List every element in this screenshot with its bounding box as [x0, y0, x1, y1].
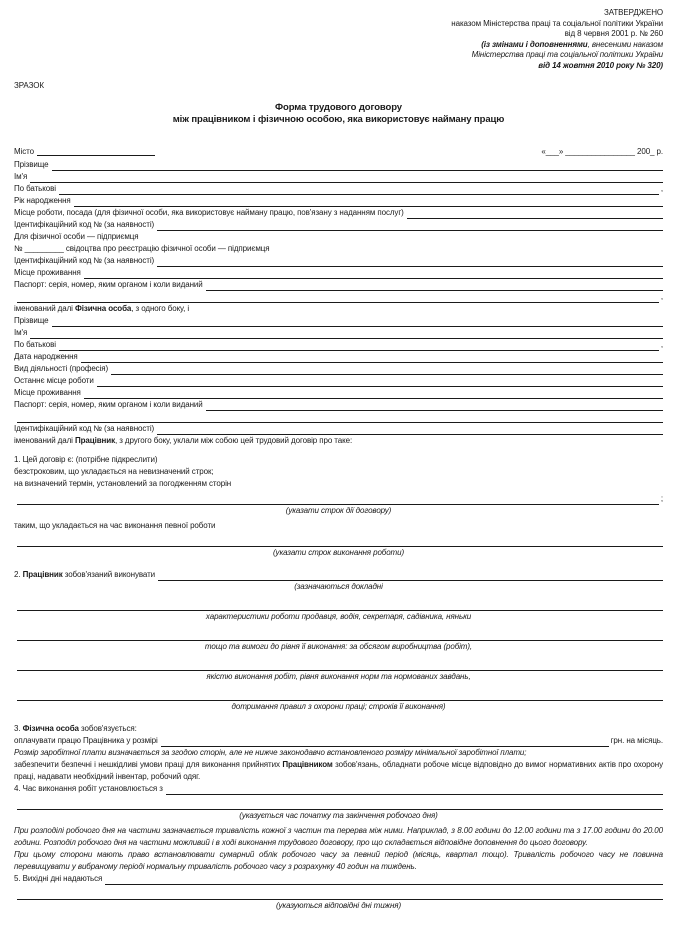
text-segment: Місце роботи, посада (для фізичної особи, яка використовує найману працю, пов'язану з наданням послуг)	[14, 208, 404, 217]
text-segment: Прізвище	[14, 316, 49, 325]
blank-underline	[157, 258, 663, 267]
text-segment: Працівником	[282, 760, 333, 769]
blank-underline	[74, 198, 663, 207]
blank-underline	[17, 414, 663, 423]
paragraph	[14, 243, 663, 255]
text-segment: 1. Цей договір є: (потрібне підкреслити)	[14, 455, 158, 464]
blank-underline	[17, 496, 659, 505]
text-segment: По батькові	[14, 184, 56, 193]
paragraph	[14, 759, 663, 783]
title-line-1: Форма трудового договору	[275, 102, 402, 113]
blank-underline	[166, 786, 663, 795]
text-segment: Працівник	[22, 570, 63, 579]
text-segment: (указується час початку та закінчення робочого дня)	[239, 811, 438, 820]
text-segment: забезпечити безпечні і нешкідливі умови праці для виконання прийнятих	[14, 760, 283, 769]
text-segment: Для фізичної особи — підприємця	[14, 232, 139, 241]
paragraph	[14, 435, 663, 447]
blank-underline	[81, 354, 663, 363]
approval-line	[14, 50, 663, 61]
blank-underline	[17, 662, 663, 671]
blank-underline	[17, 891, 663, 900]
text-segment: якістю виконання робіт, рівня виконання норм та нормованих завдань,	[206, 672, 471, 681]
text-segment: 5. Вихідні дні надаються	[14, 874, 103, 883]
text-segment: Фізична особа	[22, 724, 79, 733]
field-caption	[14, 701, 663, 713]
date-field: «___» ________________ 200_ р.	[541, 147, 663, 156]
text-segment: (із змінами і доповненнями	[481, 39, 588, 49]
text-segment: безстроковим, що укладається на невизначений строк;	[14, 467, 214, 476]
blank-line-row	[14, 656, 663, 671]
form-field-row	[14, 279, 663, 291]
field-label	[14, 783, 163, 795]
field-label	[14, 423, 154, 435]
blank-underline	[206, 282, 663, 291]
text-segment: Місце проживання	[14, 268, 81, 277]
text-segment: 4. Час виконання робіт установлюється з	[14, 784, 163, 793]
blank-line-row	[14, 490, 663, 505]
field-suffix: ;	[660, 494, 663, 503]
field-suffix: ,	[660, 292, 663, 301]
form-field-row	[14, 399, 663, 411]
form-field-row	[14, 159, 663, 171]
form-field-row	[14, 171, 663, 183]
field-label	[14, 387, 81, 399]
text-segment: іменований далі	[14, 304, 75, 313]
form-field-row	[14, 375, 663, 387]
text-segment: Паспорт: серія, номер, яким органом і коли виданий	[14, 400, 203, 409]
form-field-row	[14, 569, 663, 581]
blank-underline	[30, 330, 663, 339]
form-field-row	[14, 351, 663, 363]
field-label	[14, 195, 71, 207]
blank-underline	[17, 632, 663, 641]
blank-underline	[84, 270, 663, 279]
blank-underline	[157, 222, 663, 231]
paragraph	[14, 849, 663, 873]
blank-underline	[158, 572, 663, 581]
text-segment: , внесеними наказом	[587, 39, 663, 49]
approval-block	[14, 8, 663, 71]
text-segment: (указати строк виконання роботи)	[272, 548, 405, 557]
field-label	[14, 219, 154, 231]
text-segment: від 14 жовтня 2010 року № 320)	[538, 60, 663, 70]
form-field-row	[14, 327, 663, 339]
text-segment: При цьому сторони мають право встановлювати сумарний облік робочого часу за певний період (місяць, квартал тощо). Тривалість робочого часу не повинна перевищувати у вибраному періоді нормальну тривалість робочого часу з розрахунку 40 годин на тиждень.	[14, 850, 663, 871]
sample-label: ЗРАЗОК	[14, 81, 44, 90]
field-label	[14, 315, 49, 327]
text-segment: 3.	[14, 724, 23, 733]
text-segment: По батькові	[14, 340, 56, 349]
text-segment: Ім'я	[14, 328, 28, 337]
text-segment: Вид діяльності (професія)	[14, 364, 109, 373]
paragraph	[14, 747, 663, 759]
field-caption	[14, 505, 663, 517]
blank-line-row	[14, 411, 663, 423]
blank-underline	[206, 402, 663, 411]
field-label	[14, 363, 108, 375]
city-date-row	[14, 144, 663, 156]
paragraph	[14, 454, 663, 466]
paragraph	[14, 231, 663, 243]
field-label	[14, 159, 49, 171]
blank-underline	[105, 876, 663, 885]
field-label	[14, 735, 158, 747]
form-body	[14, 159, 663, 912]
field-label	[14, 171, 27, 183]
title-line-2: між працівником і фізичною особою, яка використовує найману працю	[172, 114, 505, 125]
blank-line-row	[14, 291, 663, 303]
blank-underline	[407, 210, 663, 219]
text-segment: 2.	[14, 570, 23, 579]
blank-underline	[17, 602, 663, 611]
text-segment: від 8 червня 2001 р. № 260	[564, 29, 663, 38]
paragraph	[14, 466, 663, 478]
blank-line-row	[14, 532, 663, 547]
blank-line-row	[14, 596, 663, 611]
text-segment: Місце проживання	[14, 388, 81, 397]
blank-underline	[17, 294, 659, 303]
text-segment: Рік народження	[14, 196, 71, 205]
text-segment: № _________ свідоцтва про реєстрацію фізичної особи — підприємця	[14, 244, 270, 253]
text-segment: оплачувати працю Працівника у розмірі	[14, 736, 158, 745]
form-field-row	[14, 339, 663, 351]
blank-underline	[52, 318, 663, 327]
document-title	[14, 102, 663, 126]
blank-underline	[157, 426, 663, 435]
text-segment: зобов'язань, обладнати робоче місце відповідно до вимог нормативних актів про охорону праці, надавати необхідний інвентар, робочий одяг.	[14, 760, 663, 781]
field-caption	[14, 641, 663, 653]
text-segment: таким, що укладається на час виконання певної роботи	[14, 521, 216, 530]
text-segment: наказом Міністерства праці та соціальної політики України	[451, 18, 663, 28]
form-field-row	[14, 207, 663, 219]
form-field-row	[14, 267, 663, 279]
city-label: Місто	[14, 147, 34, 156]
text-segment: (указати строк дії договору)	[285, 506, 392, 515]
text-segment: Ідентифікаційний код № (за наявності)	[14, 256, 155, 265]
field-suffix: ,	[660, 184, 663, 193]
blank-underline	[52, 162, 663, 171]
field-label	[14, 327, 27, 339]
form-field-row	[14, 255, 663, 267]
text-segment: Ім'я	[14, 172, 28, 181]
text-segment: Ідентифікаційний код № (за наявності)	[14, 220, 155, 229]
field-label	[14, 255, 154, 267]
paragraph	[14, 825, 663, 849]
text-segment: ЗАТВЕРДЖЕНО	[604, 8, 663, 17]
text-segment: Паспорт: серія, номер, яким органом і коли виданий	[14, 280, 203, 289]
blank-underline	[84, 390, 663, 399]
field-label	[14, 351, 78, 363]
text-segment: , з одного боку, і	[131, 304, 190, 313]
text-segment: (зазначаються докладні	[294, 582, 383, 591]
blank-underline	[17, 801, 663, 810]
field-caption	[14, 547, 663, 559]
blank-underline	[161, 738, 609, 747]
city-blank-underline	[37, 147, 155, 156]
approval-line	[14, 8, 663, 19]
text-segment: Ідентифікаційний код № (за наявності)	[14, 424, 155, 433]
blank-underline	[17, 692, 663, 701]
blank-underline	[97, 378, 663, 387]
form-field-row	[14, 423, 663, 435]
text-segment: (указуються відповідні дні тижня)	[275, 901, 402, 910]
text-segment: Дата народження	[14, 352, 78, 361]
text-segment: Розмір заробітної плати визначається за згодою сторін, але не нижче законодавчо встановленого розміру мінімальної заробітної плати;	[14, 748, 527, 757]
text-segment: зобов'язаний виконувати	[62, 570, 156, 579]
form-field-row	[14, 183, 663, 195]
approval-line	[14, 19, 663, 30]
field-caption	[14, 611, 663, 623]
text-segment: Міністерства праці та соціальної політики України	[471, 50, 663, 59]
blank-line-row	[14, 686, 663, 701]
blank-underline	[59, 342, 659, 351]
field-caption	[14, 581, 663, 593]
text-segment: При розподілі робочого дня на частини зазначається тривалість кожної з частин та перерва між ними. Наприклад, з 8.00 години до 12.00 години та з 17.00 години до 20.00 години. Розподіл робочого дня на частини можливий і в ході виконання трудового договору, про що складається відповідне доповнення до цього договору.	[14, 826, 663, 847]
field-label	[14, 569, 155, 581]
field-caption	[14, 810, 663, 822]
field-caption	[14, 900, 663, 912]
form-field-row	[14, 363, 663, 375]
form-field-row	[14, 735, 663, 747]
text-segment: характеристики роботи продавця, водія, секретаря, садівника, няньки	[205, 612, 472, 621]
field-label	[14, 279, 203, 291]
field-label	[14, 207, 404, 219]
paragraph	[14, 303, 663, 315]
paragraph	[14, 478, 663, 490]
field-label	[14, 399, 203, 411]
section-gap	[14, 562, 663, 569]
text-segment: тощо та вимоги до рівня її виконання: за обсягом виробництва (робіт),	[204, 642, 473, 651]
blank-line-row	[14, 795, 663, 810]
form-field-row	[14, 387, 663, 399]
form-field-row	[14, 219, 663, 231]
form-field-row	[14, 783, 663, 795]
blank-underline	[17, 538, 663, 547]
text-segment: Останнє місце роботи	[14, 376, 94, 385]
field-label	[14, 183, 56, 195]
approval-line	[14, 40, 663, 51]
blank-line-row	[14, 885, 663, 900]
form-field-row	[14, 315, 663, 327]
text-segment: іменований далі	[14, 436, 75, 445]
form-field-row	[14, 873, 663, 885]
approval-line	[14, 29, 663, 40]
section-gap	[14, 447, 663, 454]
field-label	[14, 873, 102, 885]
paragraph	[14, 520, 663, 532]
text-segment: дотримання правил з охорони праці; строків її виконання)	[231, 702, 446, 711]
field-suffix: ,	[660, 340, 663, 349]
text-segment: , з другого боку, уклали між собою цей трудовий договір про таке:	[114, 436, 353, 445]
form-field-row	[14, 195, 663, 207]
paragraph	[14, 723, 663, 735]
text-segment: Працівник	[74, 436, 115, 445]
text-segment: зобов'язується:	[78, 724, 137, 733]
field-label	[14, 375, 94, 387]
blank-underline	[111, 366, 663, 375]
blank-underline	[30, 174, 663, 183]
text-segment: Фізична особа	[74, 304, 132, 313]
text-segment: Прізвище	[14, 160, 49, 169]
field-caption	[14, 671, 663, 683]
field-label	[14, 339, 56, 351]
blank-underline	[59, 186, 659, 195]
field-suffix: грн. на місяць.	[610, 736, 663, 745]
text-segment: на визначений термін, установлений за погодженням сторін	[14, 479, 232, 488]
city-field	[14, 147, 155, 156]
approval-line	[14, 61, 663, 72]
section-gap	[14, 716, 663, 723]
blank-line-row	[14, 626, 663, 641]
field-label	[14, 267, 81, 279]
